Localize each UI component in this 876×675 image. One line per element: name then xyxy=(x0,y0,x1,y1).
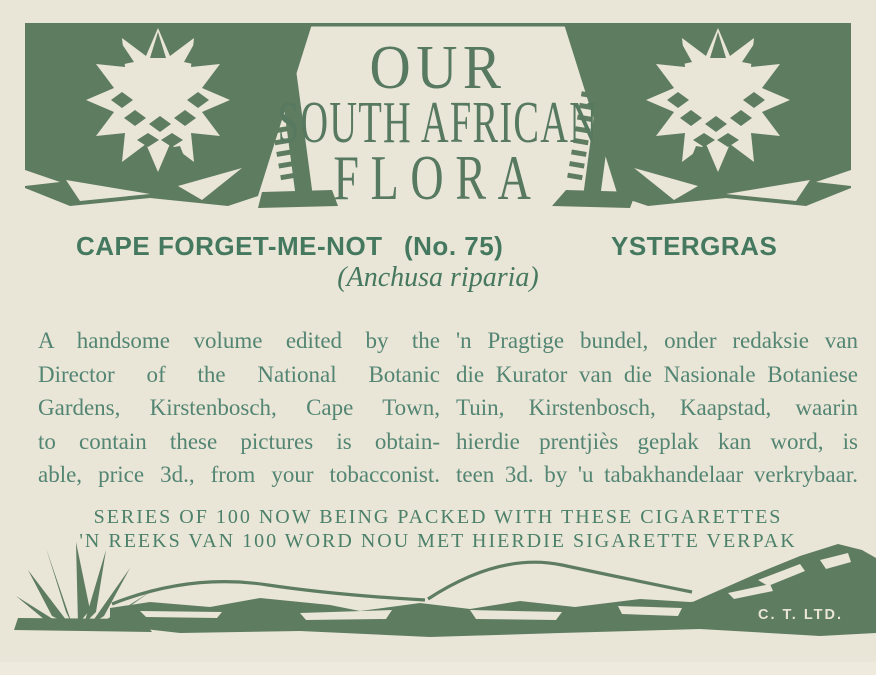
body-text-afrikaans xyxy=(456,324,858,492)
body-line: die Kurator van die Nasionale Botaniese xyxy=(456,361,858,387)
series-title-line-1: OUR xyxy=(369,34,507,102)
series-title-line-2: SOUTH AFRICAN xyxy=(277,89,599,155)
card-name-afrikaans: YSTERGRAS xyxy=(611,231,778,261)
imprint-publisher: C. T. LTD. xyxy=(758,607,843,623)
latin-name: (Anchusa riparia) xyxy=(337,262,539,293)
body-line: 'n Pragtige bundel, onder redaksie van xyxy=(456,328,858,353)
body-line: A handsome volume edited by the xyxy=(38,328,440,353)
body-line: Gardens, Kirstenbosch, Cape Town, xyxy=(38,395,440,420)
body-line: able, price 3d., from your tobacconist. xyxy=(38,462,440,487)
ridge-outline-icon xyxy=(428,562,692,599)
body-line: Director of the National Botanic xyxy=(38,361,440,387)
footer-landscape-art xyxy=(0,540,876,675)
body-text-english xyxy=(38,324,440,492)
card-number: (No. 75) xyxy=(404,231,504,261)
body-line: teen 3d. by 'u tabakhandelaar verkrybaar. xyxy=(456,462,858,487)
series-title-line-3: FLORA xyxy=(333,143,543,213)
series-note-afrikaans: 'N REEKS VAN 100 WORD NOU MET HIERDIE SIGARETTE VERPAK xyxy=(79,529,797,552)
body-line: Tuin, Kirstenbosch, Kaapstad, waarin xyxy=(456,395,858,420)
body-line: to contain these pictures is obtain- xyxy=(38,428,440,454)
body-line: hierdie prentjiès geplak kan word, is xyxy=(456,428,858,454)
card-name-english: CAPE FORGET-ME-NOT xyxy=(76,231,383,261)
series-note-english: SERIES OF 100 NOW BEING PACKED WITH THESE CIGARETTES xyxy=(93,506,783,528)
